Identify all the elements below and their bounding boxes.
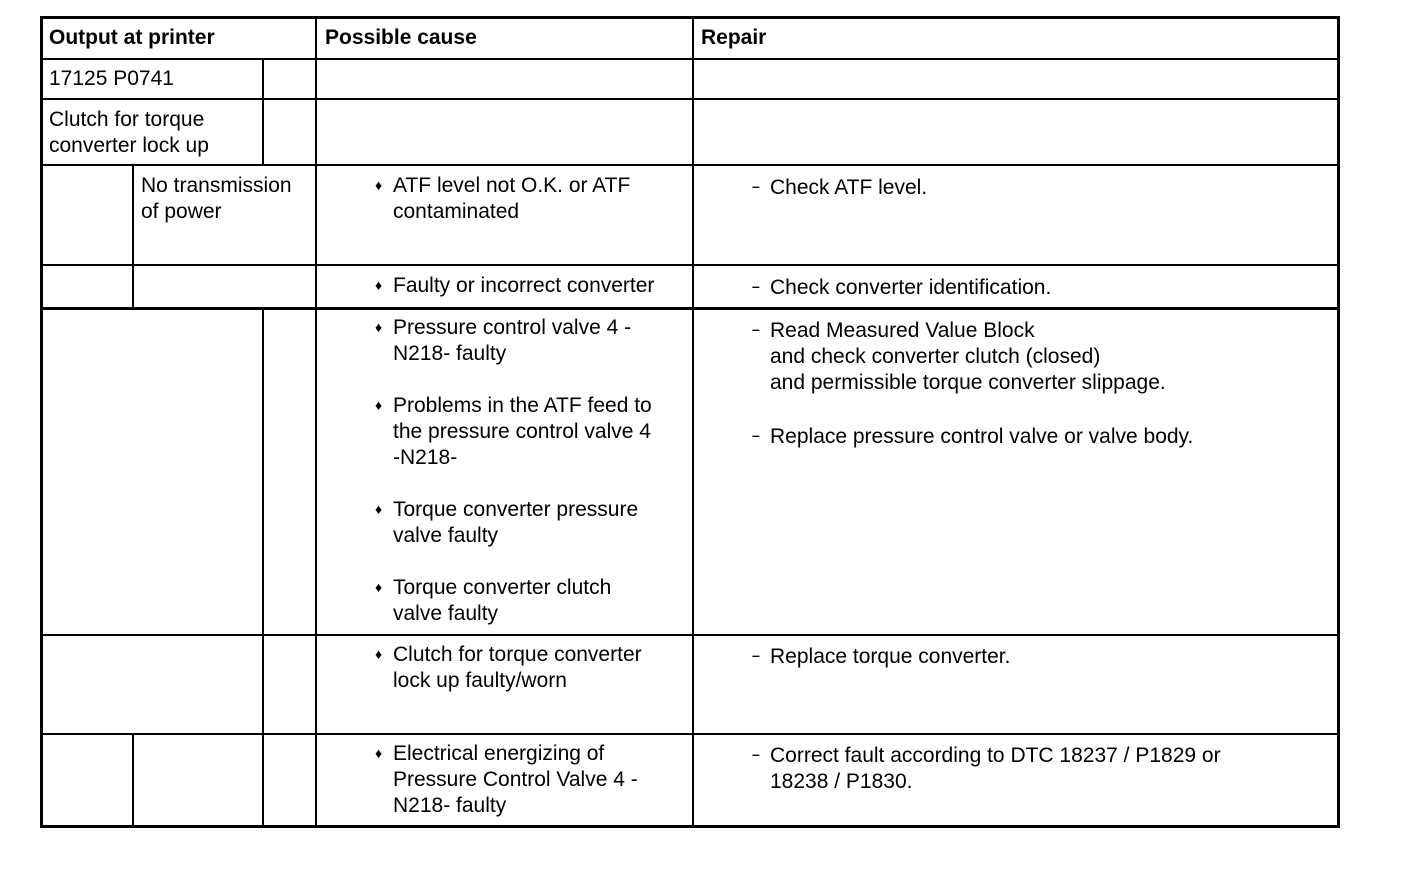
header-cause: Possible cause [325,26,477,49]
header-repair: Repair [701,26,767,49]
cause-bullet-icon: ♦ [375,277,383,293]
row-divider-4 [40,733,1340,735]
row-divider-code [40,98,1340,100]
cause-bullet-icon: ♦ [375,177,383,193]
subcol-divider-symptom-a [132,164,134,310]
repair-dash-icon: – [752,427,760,443]
row-divider-2 [40,307,1340,310]
cause-item: Torque converter pressure valve faulty [393,498,639,547]
repair-item: Check converter identification. [770,276,1052,299]
repair-item: Correct fault according to DTC 18237 / P1829 or 18238 / P1830. [770,744,1221,793]
cause-bullet-icon: ♦ [375,579,383,595]
component-name: Clutch for torque converter lock up [49,108,209,157]
cause-bullet-icon: ♦ [375,397,383,413]
subcol-divider-r5a [132,733,134,828]
cause-item: ATF level not O.K. or ATF contaminated [393,174,631,223]
table-border-top [40,16,1340,19]
fault-code: 17125 P0741 [49,67,174,90]
cause-bullet-icon: ♦ [375,646,383,662]
table-border-right [1337,16,1340,828]
col-divider-repair [692,16,694,828]
table-border-left [40,16,43,828]
row-divider-component [40,164,1340,166]
col-divider-cause [315,16,317,828]
header-output: Output at printer [49,26,215,49]
table-border-bottom [40,825,1340,828]
repair-item: Replace pressure control valve or valve body. [770,425,1194,448]
repair-dash-icon: – [752,647,760,663]
cause-item: Torque converter clutch valve faulty [393,576,612,625]
repair-item: Read Measured Value Block and check converter clutch (closed) and permissible torque converter slippage. [770,319,1166,394]
repair-item: Check ATF level. [770,176,928,199]
row-divider-header [40,58,1340,60]
cause-item: Faulty or incorrect converter [393,274,655,297]
cause-bullet-icon: ♦ [375,745,383,761]
subcol-divider-r5b [262,733,264,828]
row-divider-1 [40,264,1340,266]
cause-item: Clutch for torque converter lock up faulty/worn [393,643,642,692]
subcol-divider-code [262,58,264,166]
row-divider-3 [40,634,1340,636]
cause-item: Pressure control valve 4 - N218- faulty [393,316,632,365]
cause-item: Problems in the ATF feed to the pressure control valve 4 -N218- [393,394,652,469]
cause-bullet-icon: ♦ [375,501,383,517]
cause-bullet-icon: ♦ [375,319,383,335]
repair-item: Replace torque converter. [770,645,1011,668]
subcol-divider-r3 [262,307,264,735]
cause-item: Electrical energizing of Pressure Control Valve 4 - N218- faulty [393,742,638,817]
repair-dash-icon: – [752,321,760,337]
symptom: No transmission of power [141,174,292,223]
repair-dash-icon: – [752,278,760,294]
repair-dash-icon: – [752,178,760,194]
repair-dash-icon: – [752,746,760,762]
